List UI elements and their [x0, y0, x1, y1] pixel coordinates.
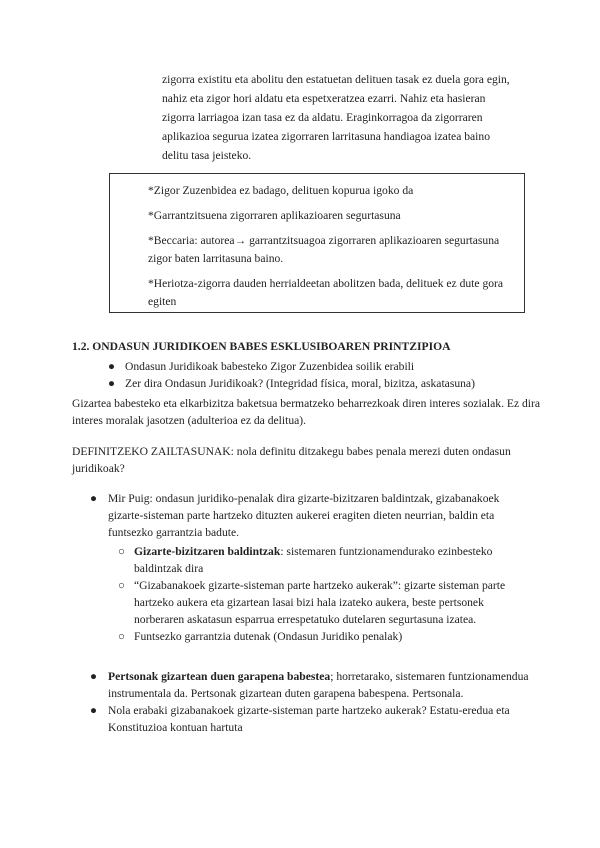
list-item — [90, 702, 530, 736]
sub-item-rest: : sistemaren funtzionamendurako ezinbesteko baldintzak dira — [134, 545, 493, 575]
bullet-icon: ● — [90, 670, 98, 683]
paragraph-definition: Gizartea babesteko eta elkarbizitza baketsua bermatzeko beharrezkoak diren interes sozialak. Ez dira interes moralak jasotzen (adulterioa ez da delitua). — [72, 397, 541, 427]
list-item — [108, 358, 548, 375]
bullet-icon: ● — [90, 704, 98, 717]
box-item: *Zigor Zuzenbidea ez badago, delituen kopurua igoko da — [148, 184, 414, 197]
circle-bullet-icon: ○ — [118, 630, 126, 643]
sub-item-text — [134, 543, 530, 577]
box-item: *Heriotza-zigorra dauden herrialdeetan abolitzen bada, delituek ez dute gora egiten — [148, 277, 504, 308]
summary-box — [109, 173, 525, 313]
circle-bullet-icon: ○ — [118, 579, 126, 592]
bullet-icon: ● — [108, 360, 116, 373]
section-heading: 1.2. ONDASUN JURIDIKOEN BABES ESKLUSIBOAREN PRINTZIPIOA — [72, 340, 451, 353]
sub-item-text: Funtsezko garrantzia dutenak (Ondasun Juridiko penalak) — [134, 630, 403, 643]
intro-line: zigorra existitu eta abolitu den estatuetan delituen tasak ez duela gora egin, — [162, 73, 510, 86]
sub-list-item — [118, 577, 530, 628]
list-item-text: Mir Puig: ondasun juridiko-penalak dira gizarte-bizitzaren baldintzak, gizabanakoek gizarte-sisteman parte hartzeko dituzten aukerei eragiten dieten neurrian, baldin eta funtsezko garrantzia badute. — [108, 492, 500, 539]
paragraph-difficulties: DEFINITZEKO ZAILTASUNAK: nola definitu ditzakegu babes penala merezi duten ondasun juridikoak? — [72, 445, 511, 475]
box-item: *Garrantzitsuena zigorraren aplikazioaren segurtasuna — [148, 209, 401, 222]
sub-item-text: “Gizabanakoek gizarte-sisteman parte hartzeko aukerak”: gizarte sisteman parte hartzeko aukera eta gizartean lasai bizi hala izateko aukera, beste pertsonek norberaren askatasun esparrua errespetatuko dutelaren segurtasuna izatea. — [134, 579, 506, 626]
intro-line: delitu tasa jeisteko. — [162, 149, 252, 162]
intro-line: aplikazioa segurua izatea zigorraren larritasuna handiagoa izatea baino — [162, 130, 490, 143]
list-item-text — [108, 668, 530, 702]
bullet-icon: ● — [90, 492, 98, 505]
list-item-text: Nola erabaki gizabanakoek gizarte-sisteman parte hartzeko aukerak? Estatu-eredua eta Konstituzioa kontuan hartuta — [108, 704, 510, 734]
list-item — [90, 490, 530, 541]
list-item-text: Ondasun Juridikoak babesteko Zigor Zuzenbidea soilik erabili — [125, 360, 415, 373]
bullet-list — [108, 358, 548, 392]
bullet-list-mir — [90, 490, 530, 645]
sub-list-item — [118, 543, 530, 577]
sub-list-item — [118, 628, 530, 645]
list-item-text: Zer dira Ondasun Juridikoak? (Integridad física, moral, bizitza, askatasuna) — [125, 377, 475, 390]
box-item: *Beccaria: autorea→ garrantzitsuagoa zigorraren aplikazioaren segurtasuna zigor baten larritasuna baino. — [148, 234, 500, 265]
intro-line: zigorra larriagoa izan tasa ez da aldatu. Eraginkorragoa da zigorraren — [162, 111, 483, 124]
list-item — [108, 375, 548, 392]
bold-term: Gizarte-bizitzaren baldintzak — [134, 545, 281, 558]
bullet-list-pertsonak — [90, 668, 530, 736]
bullet-icon: ● — [108, 377, 116, 390]
sub-list — [118, 543, 530, 645]
circle-bullet-icon: ○ — [118, 545, 126, 558]
bold-term: Pertsonak gizartean duen garapena babestea — [108, 670, 331, 683]
list-item-rest: ; horretarako, sistemaren funtzionamendua instrumentala da. Pertsonak gizartean duten garapena babespena. Pertsonala. — [108, 670, 529, 700]
intro-paragraph — [162, 70, 537, 165]
intro-line: nahiz eta zigor hori aldatu eta espetxeratzea ezarri. Nahiz eta hasieran — [162, 92, 486, 105]
list-item — [90, 668, 530, 702]
